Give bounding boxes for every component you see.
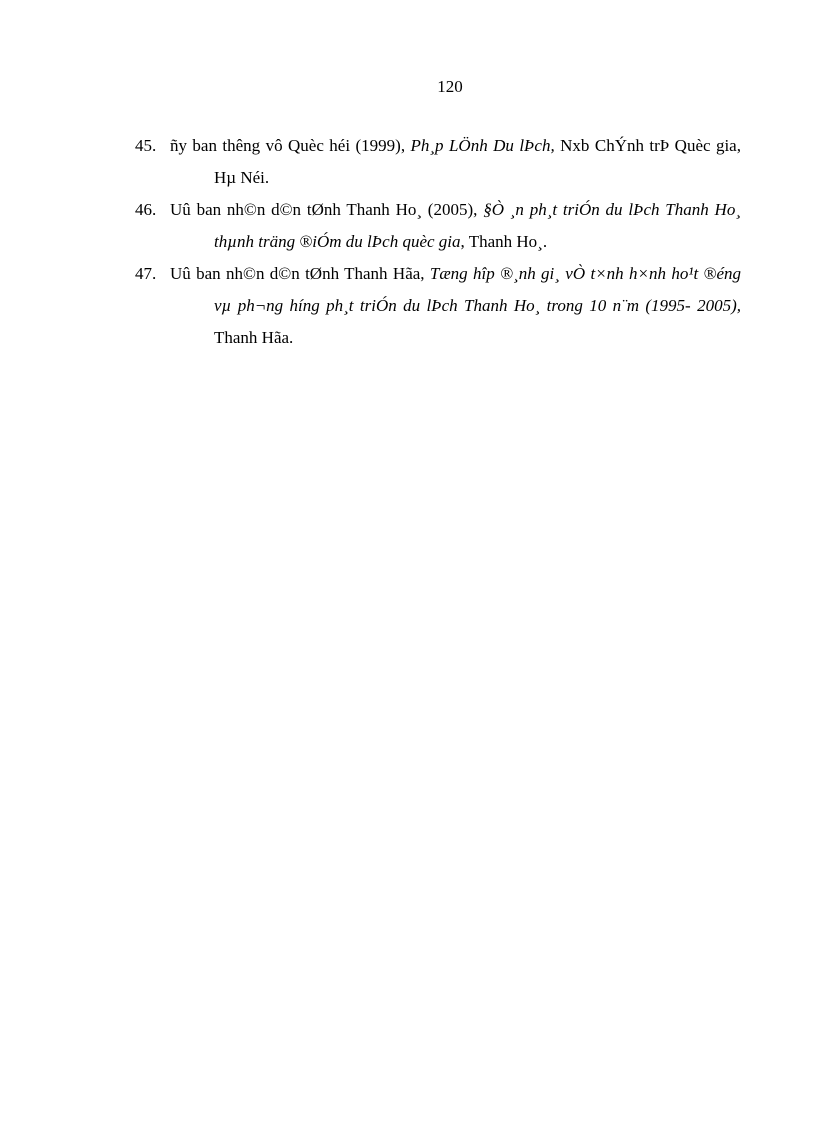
reference-publisher: Nxb ChÝnh trÞ Quèc gia, Hµ Néi. [214,136,741,187]
reference-number: 45. [135,136,157,155]
reference-text [170,130,741,194]
reference-publisher: Thanh Hãa. [214,328,294,347]
reference-item [135,194,741,258]
reference-item [135,258,741,354]
reference-title: §Ò ¸n ph¸t triÓn du lÞch Thanh Ho¸ thµnh träng ®iÓm du lÞch quèc gia [214,200,741,251]
reference-authors: Uû ban nh©n d©n tØnh Thanh Ho¸ (2005), [170,200,484,219]
reference-number: 47. [135,264,157,283]
reference-title: Ph¸p LÖnh Du lÞch, [410,136,555,155]
reference-authors: Uû ban nh©n d©n tØnh Thanh Hãa, [170,264,430,283]
reference-title: Tæng hîp ®¸nh gi¸ vÒ t×nh h×nh ho¹t ®éng vµ ph¬ng híng ph¸t triÓn du lÞch Thanh Ho¸ trong 10 n¨m (1995- 2005), [214,264,741,315]
reference-list [135,130,741,354]
reference-text [170,258,741,354]
page-number: 120 [437,77,463,96]
reference-number: 46. [135,200,157,219]
reference-item [135,130,741,194]
reference-text [170,194,741,258]
reference-authors: ñy ban thêng vô Quèc héi (1999), [170,136,411,155]
reference-publisher: , Thanh Ho¸. [460,232,548,251]
